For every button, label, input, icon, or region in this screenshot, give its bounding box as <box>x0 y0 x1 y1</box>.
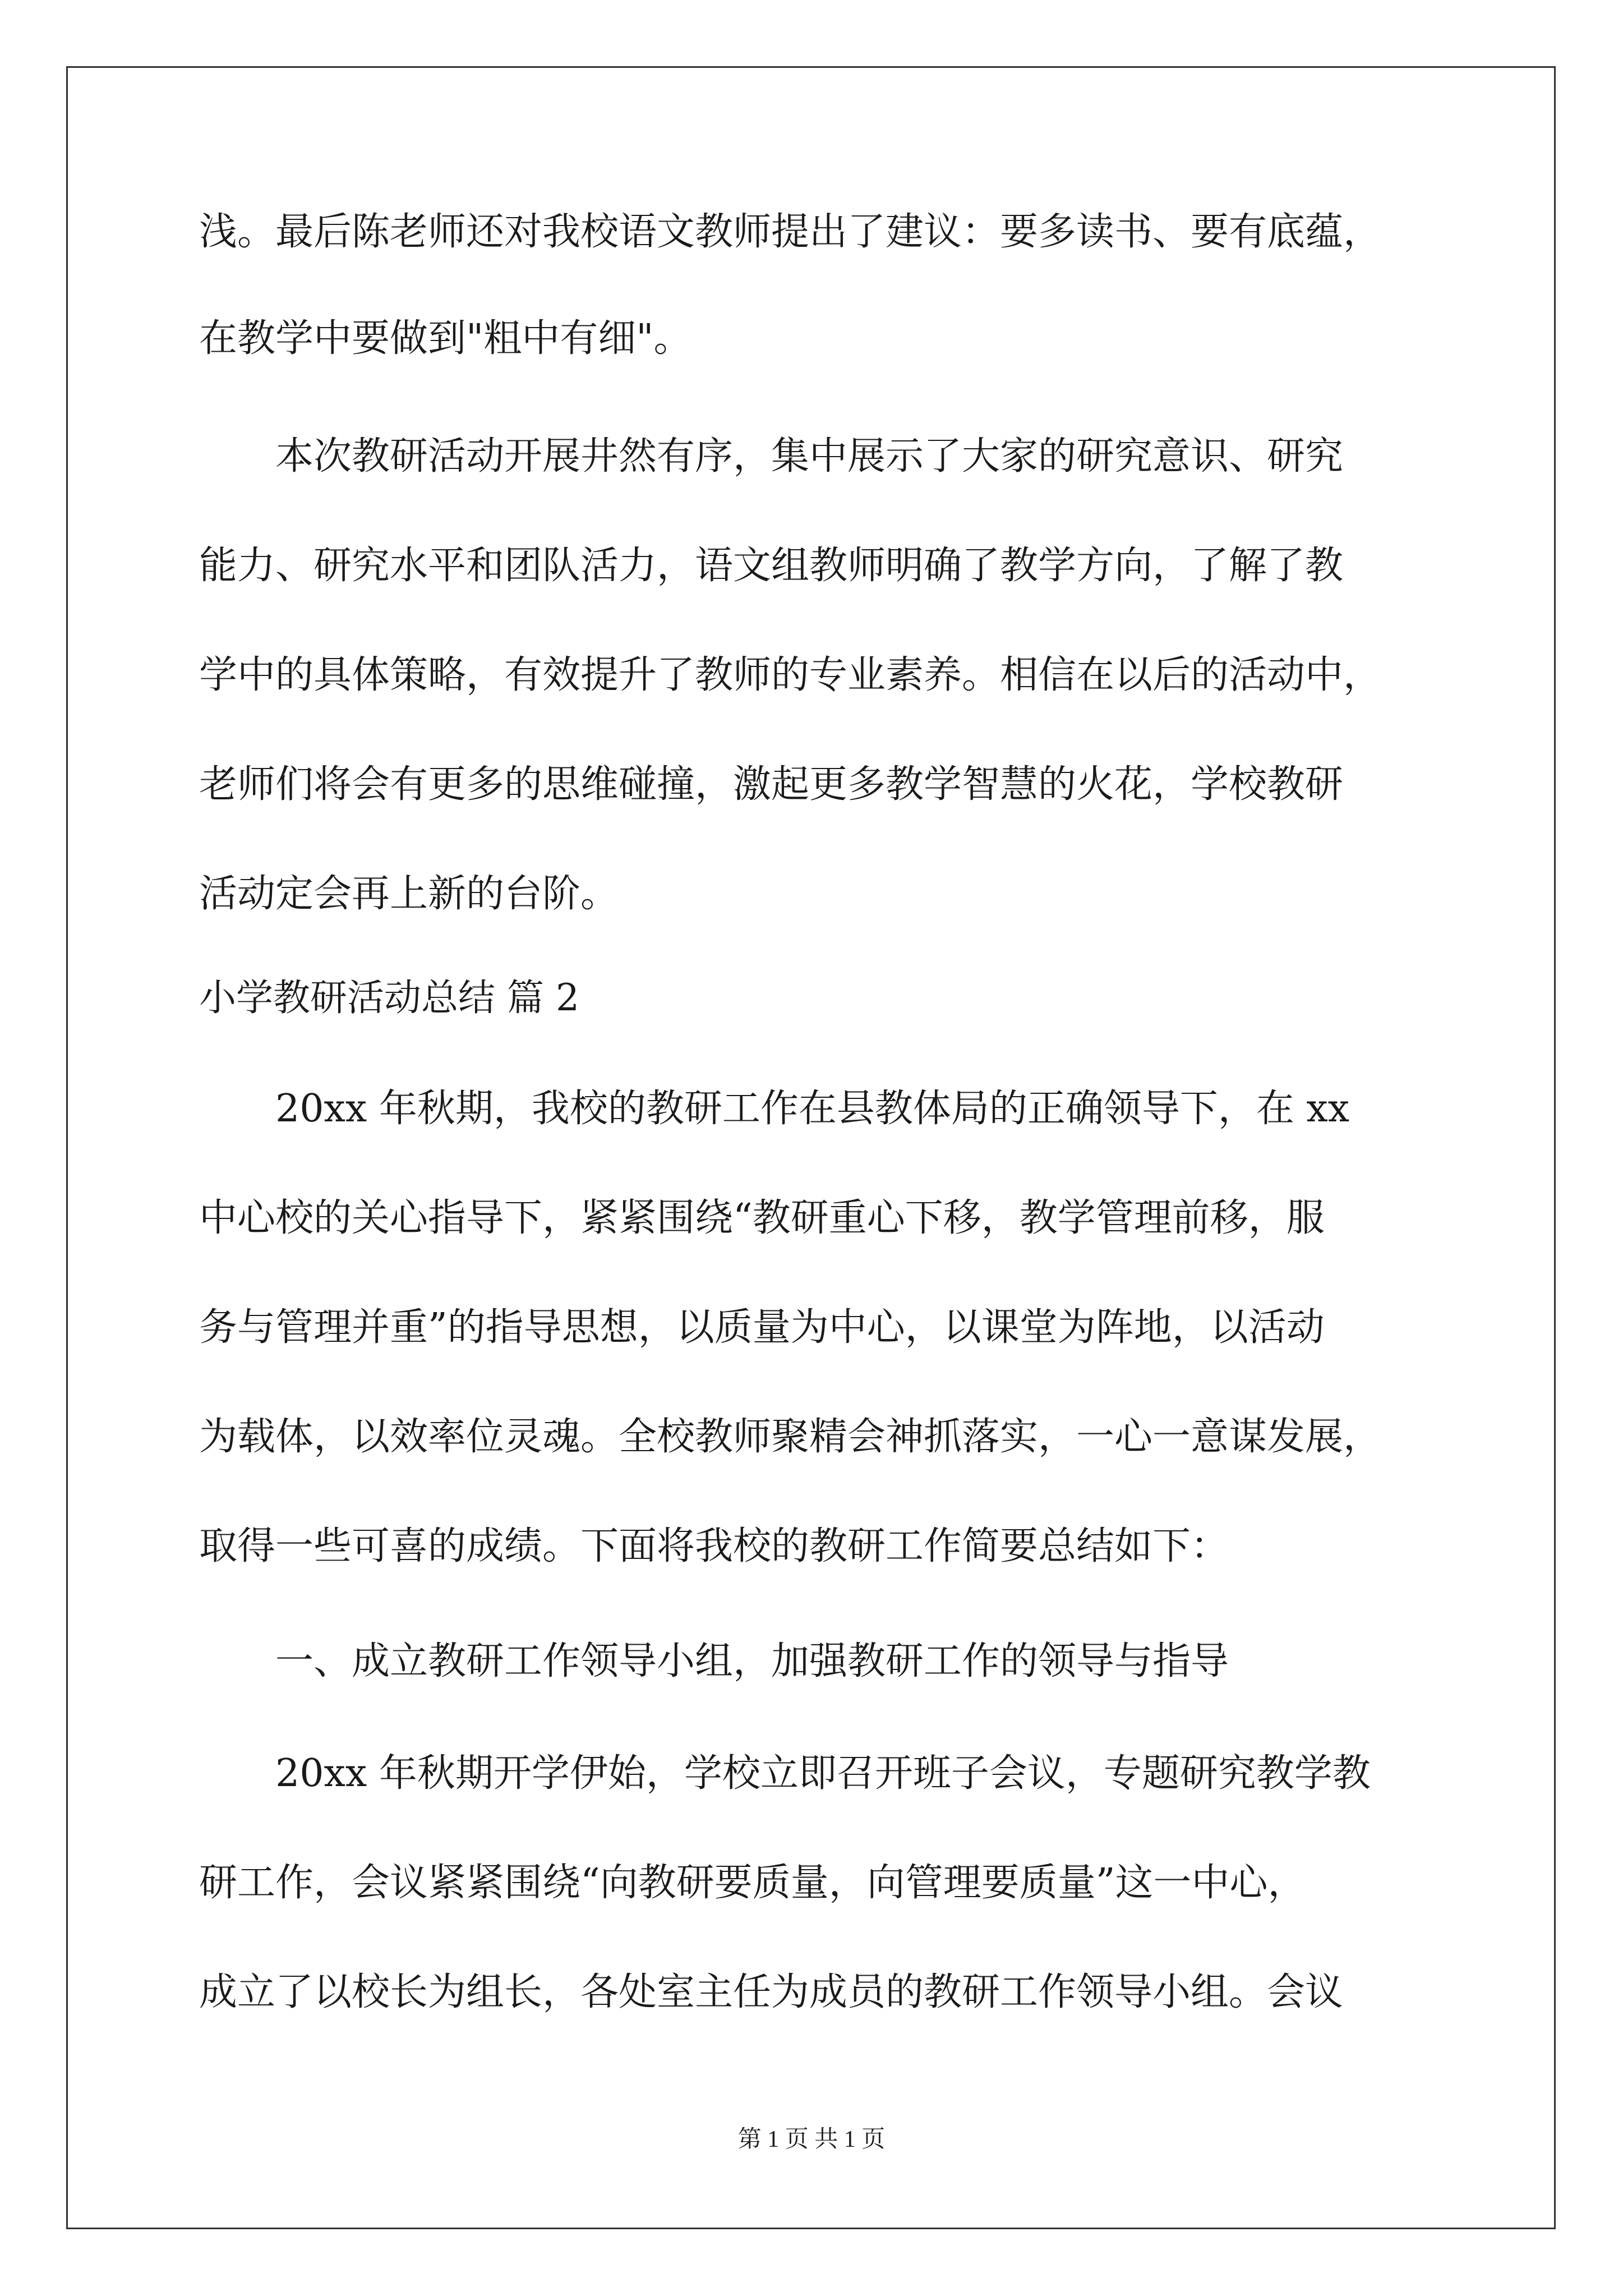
text-line: 20xx 年秋期，我校的教研工作在县教体局的正确领导下，在 xx <box>275 1087 1350 1131</box>
text-line: 能力、研究水平和团队活力，语文组教师明确了教学方向，了解了教 <box>199 544 1344 588</box>
text-line: 成立了以校长为组长，各处室主任为成员的教研工作领导小组。会议 <box>199 1970 1344 2014</box>
text-line: 取得一些可喜的成绩。下面将我校的教研工作简要总结如下： <box>199 1524 1229 1568</box>
text-line: 学中的具体策略，有效提升了教师的专业素养。相信在以后的活动中， <box>199 653 1382 697</box>
text-line: 务与管理并重”的指导思想，以质量为中心，以课堂为阵地，以活动 <box>199 1305 1325 1350</box>
subheading: 一、成立教研工作领导小组，加强教研工作的领导与指导 <box>275 1639 1229 1683</box>
text-line: 浅。最后陈老师还对我校语文教师提出了建议：要多读书、要有底蕴， <box>199 210 1382 254</box>
text-line: 活动定会再上新的台阶。 <box>199 872 619 916</box>
page-number: 第 1 页 共 1 页 <box>737 2127 886 2152</box>
text-line: 本次教研活动开展井然有序，集中展示了大家的研究意识、研究 <box>275 434 1344 478</box>
text-line: 为载体，以效率位灵魂。全校教师聚精会神抓落实，一心一意谋发展， <box>199 1415 1382 1459</box>
text-line: 20xx 年秋期开学伊始，学校立即召开班子会议，专题研究教学教 <box>275 1751 1371 1796</box>
text-line: 研工作，会议紧紧围绕“向教研要质量，向管理要质量”这一中心， <box>199 1861 1306 1905</box>
text-line: 在教学中要做到"粗中有细"。 <box>199 316 692 361</box>
section-heading: 小学教研活动总结 篇 2 <box>199 976 579 1019</box>
text-line: 中心校的关心指导下，紧紧围绕“教研重心下移，教学管理前移，服 <box>199 1196 1325 1240</box>
text-line: 老师们将会有更多的思维碰撞，激起更多教学智慧的火花，学校教研 <box>199 762 1344 807</box>
